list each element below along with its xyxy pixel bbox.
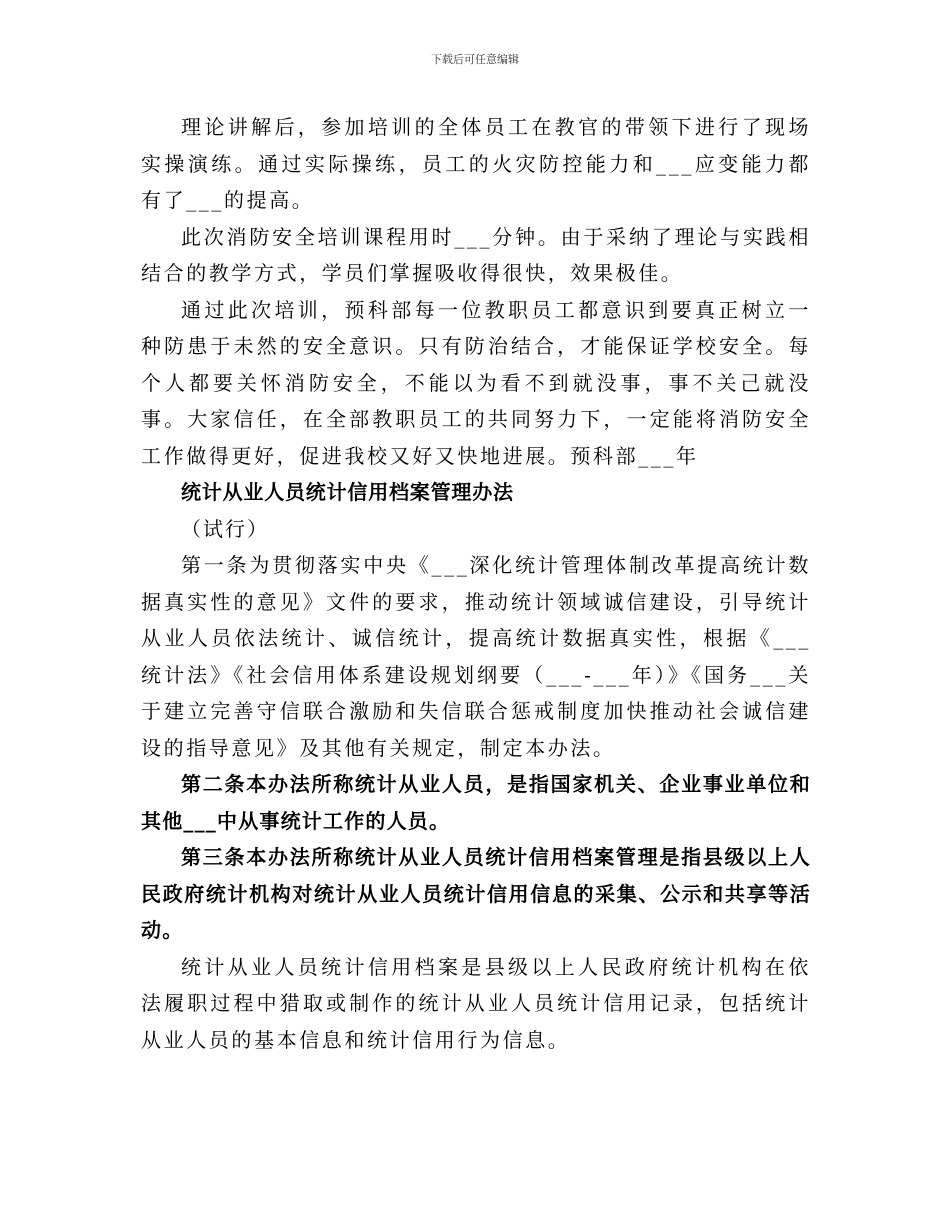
document-body — [141, 109, 811, 1058]
page-header-note: 下载后可任意编辑 — [431, 53, 519, 66]
article-1: 第一条为贯彻落实中央《___深化统计管理体制改革提高统计数据真实性的意见》文件的要求，推动统计领域诚信建设，引导统计从业人员依法统计、诚信统计，提高统计数据真实性，根据《___统计法》《社会信用体系建设规划纲要（___-___年）》《国务___关于建立完善守信联合激励和失信联合惩戒制度加快推动社会诚信建设的指导意见》及其他有关规定，制定本办法。 — [141, 553, 811, 760]
paragraph-course-duration: 此次消防安全培训课程用时___分钟。由于采纳了理论与实践相结合的教学方式，学员们掌握吸收得很快，效果极佳。 — [141, 224, 811, 285]
document-title: 统计从业人员统计信用档案管理办法 — [181, 480, 514, 504]
document-subtitle: （试行） — [181, 516, 269, 541]
article-2: 第二条本办法所称统计从业人员，是指国家机关、企业事业单位和其他___中从事统计工作的人员。 — [141, 772, 811, 833]
paragraph-credit-archive: 统计从业人员统计信用档案是县级以上人民政府统计机构在依法履职过程中猎取或制作的统计从业人员统计信用记录，包括统计从业人员的基本信息和统计信用行为信息。 — [141, 954, 811, 1052]
article-3: 第三条本办法所称统计从业人员统计信用档案管理是指县级以上人民政府统计机构对统计从业人员统计信用信息的采集、公示和共享等活动。 — [141, 845, 811, 942]
paragraph-training-conclusion: 通过此次培训，预科部每一位教职员工都意识到要真正树立一种防患于未然的安全意识。只有防治结合，才能保证学校安全。每个人都要关怀消防安全，不能以为看不到就没事，事不关己就没事。大家信任，在全部教职员工的共同努力下，一定能将消防安全工作做得更好，促进我校又好又快地进展。预科部___年 — [141, 297, 811, 468]
paragraph-drill-practice: 理论讲解后，参加培训的全体员工在教官的带领下进行了现场实操演练。通过实际操练，员工的火灾防控能力和___应变能力都有了___的提高。 — [141, 115, 811, 212]
